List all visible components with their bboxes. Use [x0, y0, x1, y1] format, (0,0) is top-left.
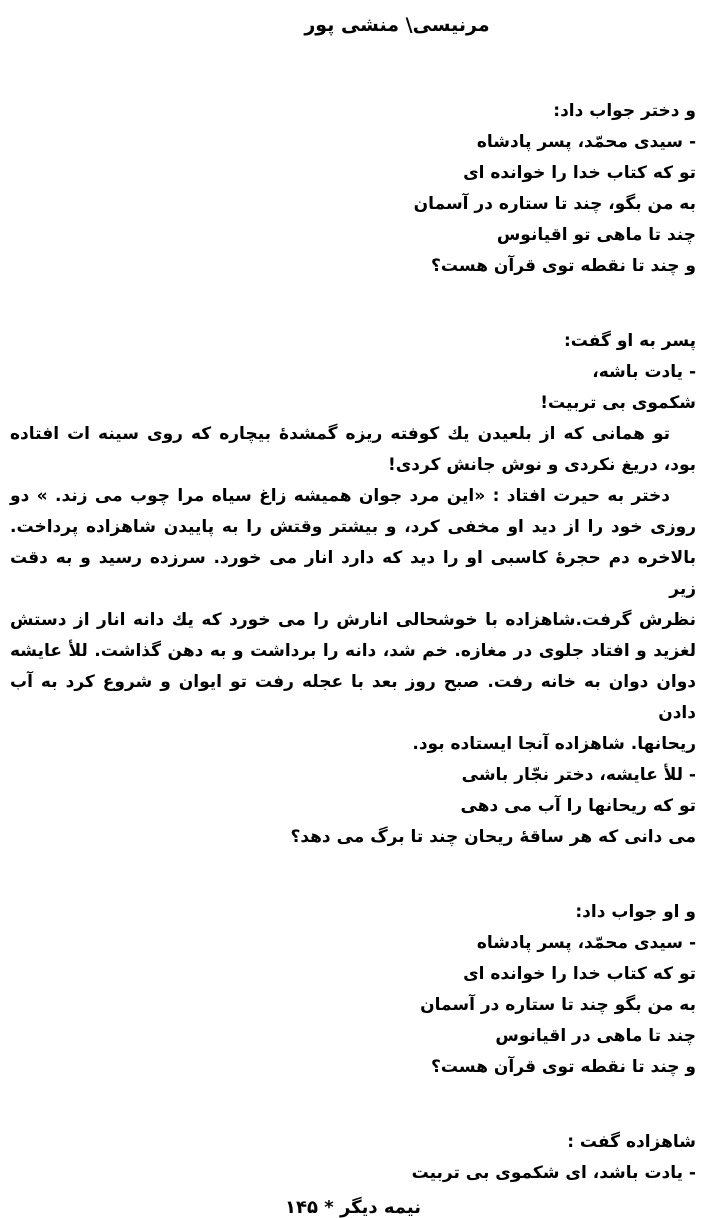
poem-line: تو که کتاب خدا را خوانده ای	[463, 163, 696, 183]
poem-line: - سیدی محمّد، پسر پادشاه	[476, 933, 696, 953]
poem-line: می دانی که هر ساقهٔ ریحان چند تا برگ می دهد؟	[290, 827, 696, 847]
poem-line: پسر به او گفت:	[563, 331, 696, 351]
poem-line: تو که کتاب خدا را خوانده ای	[463, 964, 696, 984]
stanza-boy-reply	[10, 326, 696, 419]
paragraph-line: دختر به حیرت افتاد : «این مرد جوان همیشه زاغ سیاه مرا چوب می زند. » دو	[10, 486, 670, 506]
poem-line: شکموی بی تربیت!	[540, 393, 696, 413]
poem-line: به من بگو، چند تا ستاره در آسمان	[413, 194, 696, 214]
poem-line: - سیدی محمّد، پسر پادشاه	[476, 132, 696, 152]
stanza-girl-answer	[10, 96, 696, 282]
poem-line: به من بگو چند تا ستاره در آسمان	[420, 995, 696, 1015]
paragraph-line: بالاخره دم حجرهٔ کاسبی او را دید که دارد انار می خورد. سرزده رسید و به دقت زیر	[10, 548, 696, 599]
stanza-prince-said	[10, 1127, 696, 1189]
paragraph-line: لغزید و افتاد جلوی در مغازه. خم شد، دانه را برداشت و به دهن گذاشت. للأ عایشه	[10, 641, 696, 661]
poem-line: و دختر جواب داد:	[553, 101, 696, 121]
paragraph-line: تو همانی که از بلعیدن یك کوفته ریزه گمشدهٔ بیچاره که روی سینه ات افتاده	[10, 424, 670, 444]
poem-line: تو که ریحانها را آب می دهی	[460, 796, 696, 816]
paragraph-line: نظرش گرفت.شاهزاده با خوشحالی انارش را می خورد که یك دانه انار از دستش	[10, 610, 696, 630]
paragraph-pomegranate	[10, 481, 696, 760]
paragraph-line: ریحانها. شاهزاده آنجا ایستاده بود.	[412, 734, 696, 754]
paragraph-line: روزی خود را از دید او مخفی کرد، و بیشتر وقتش را به پاییدن شاهزاده پرداخت.	[10, 517, 696, 537]
poem-line: - للأ عایشه، دختر نجّار باشی	[461, 765, 696, 785]
poem-line: - یادت باشد، ای شکموی بی تربیت	[411, 1163, 696, 1183]
paragraph-meatball	[10, 419, 696, 481]
poem-line: و چند تا نقطه توی قرآن هست؟	[431, 1057, 696, 1077]
paragraph-line: دوان دوان به خانه رفت. صبح روز بعد با عجله رفت تو ایوان و شروع کرد به آب دادن	[10, 672, 696, 723]
poem-line: - یادت باشه،	[592, 362, 696, 382]
stanza-lalla-aisha	[10, 760, 696, 853]
poem-line: و چند تا نقطه توی قرآن هست؟	[431, 256, 696, 276]
page-number: نیمه دیگر * ۱۴۵	[285, 1197, 421, 1218]
poem-line: چند تا ماهی در اقیانوس	[495, 1026, 696, 1046]
poem-line: چند تا ماهی تو اقیانوس	[496, 225, 696, 245]
book-header: مرنیسی\ منشی پور	[304, 14, 490, 36]
paragraph-line: بود، دریغ نکردی و نوش جانش کردی!	[387, 455, 696, 475]
poem-line: شاهزاده گفت :	[567, 1132, 696, 1152]
poem-line: و او جواب داد:	[575, 902, 696, 922]
stanza-he-answered	[10, 897, 696, 1083]
